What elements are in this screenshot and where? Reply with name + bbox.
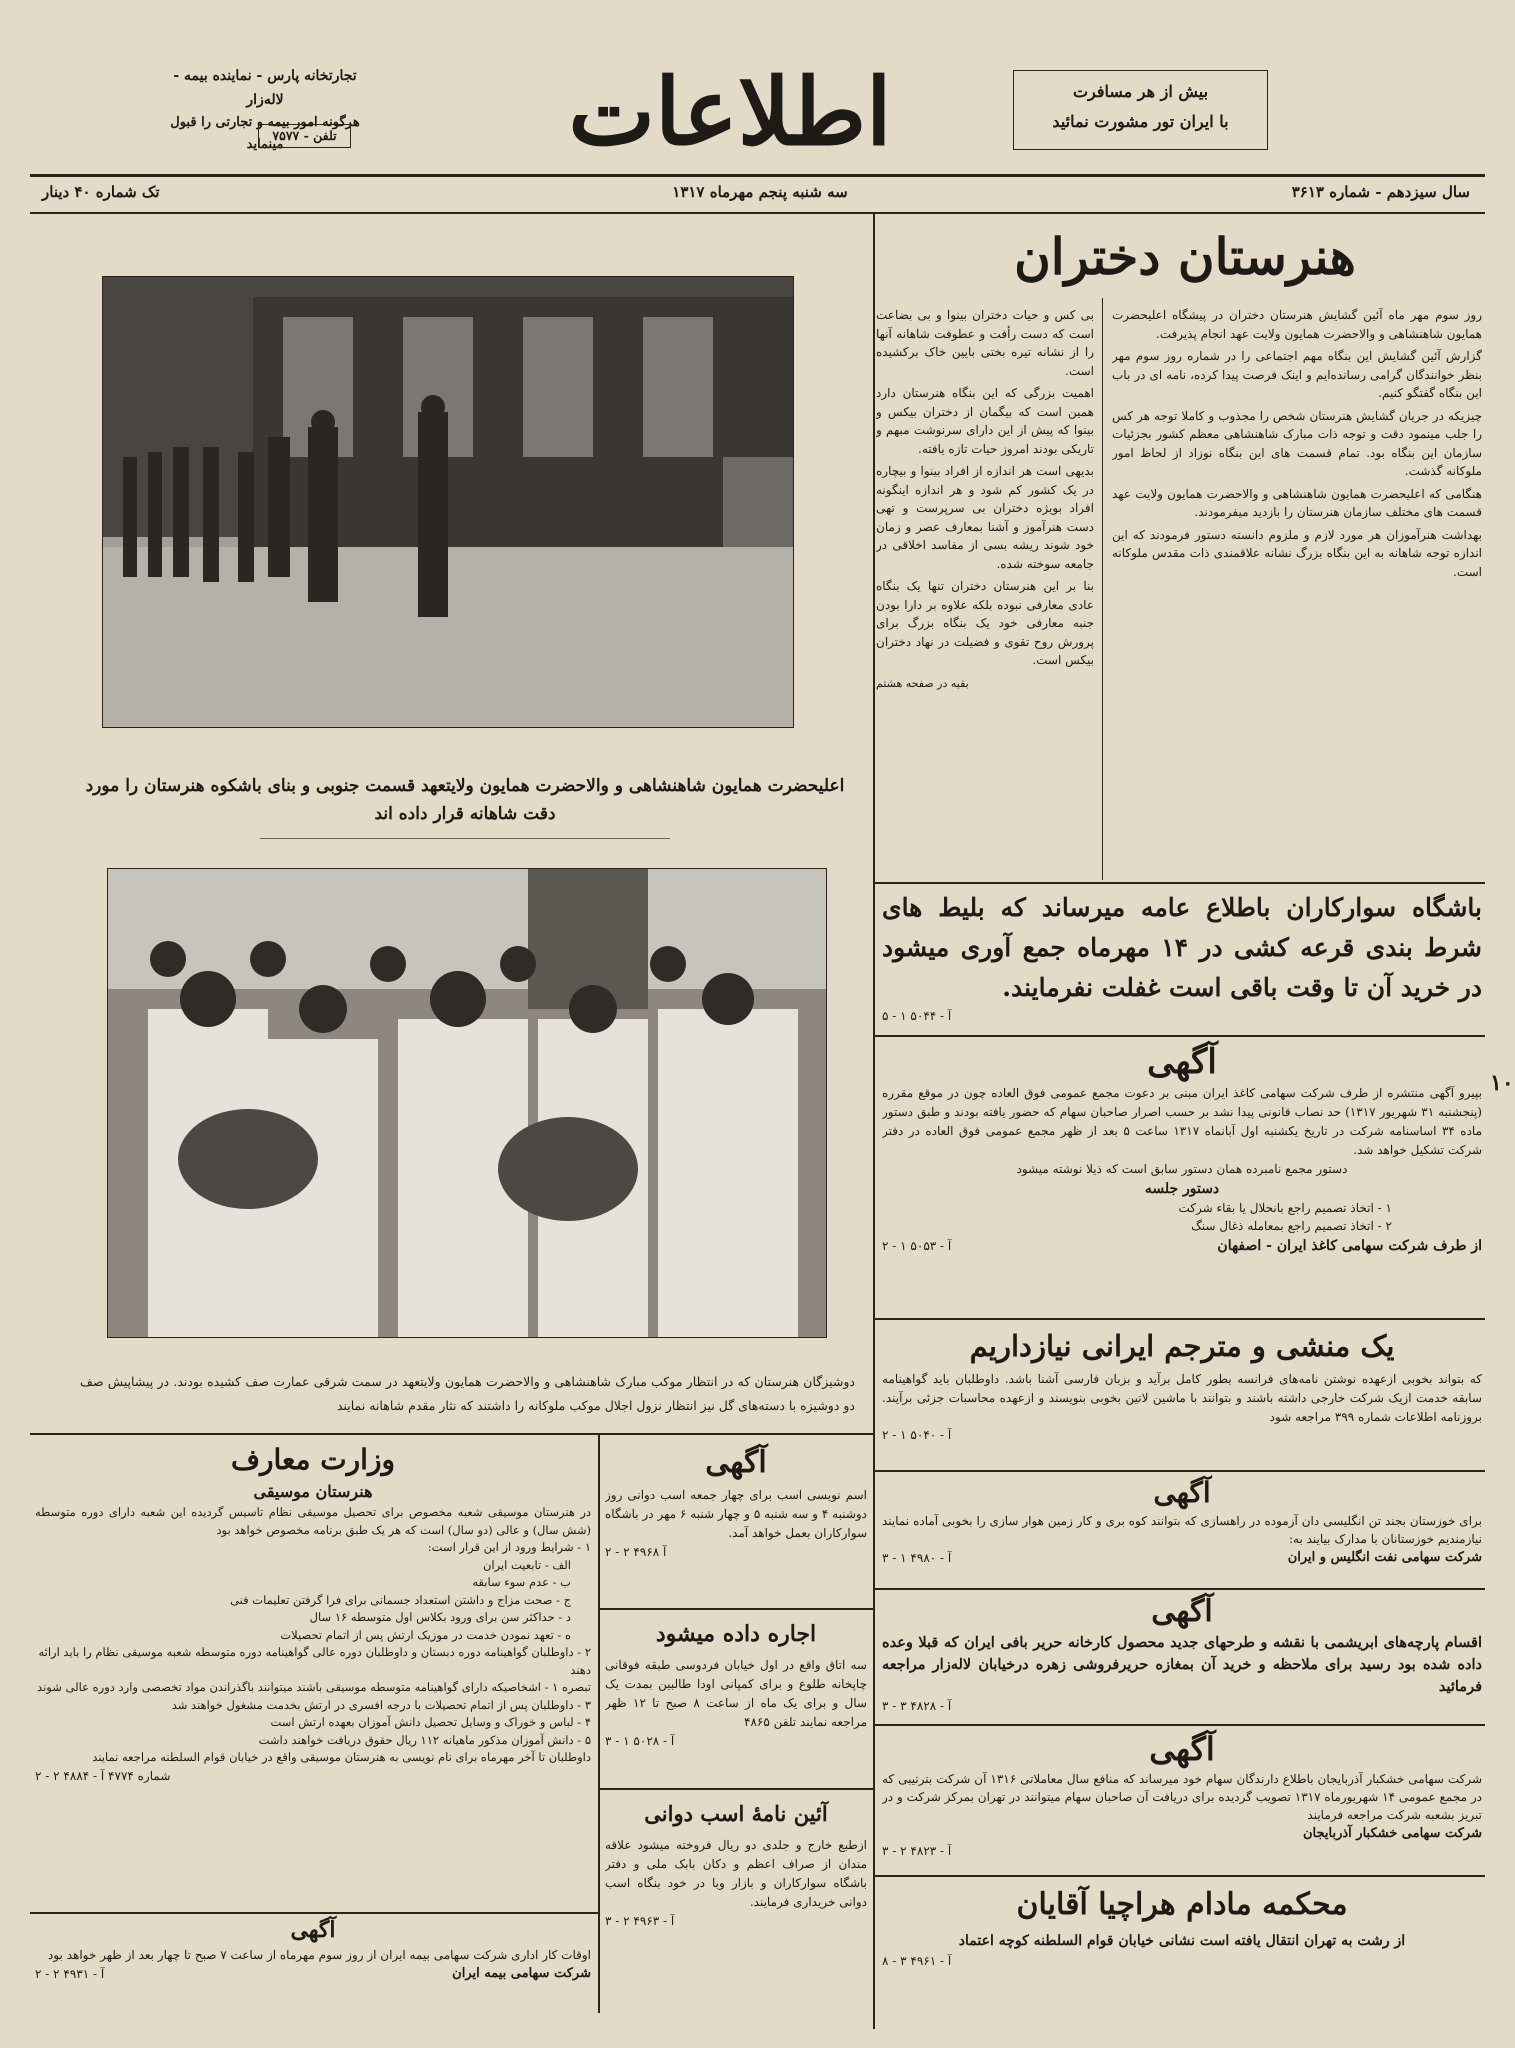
ad-paper-signature: از طرف شرکت سهامی کاغذ ایران - اصفهان: [1217, 1238, 1482, 1254]
right-ad-line2: با ایران تور مشورت نمائید: [1052, 112, 1229, 131]
ad-horse-club-text: باشگاه سوارکاران باطلاع عامه میرساند که بلیط های شرط بندی قرعه کشی در ۱۴ مهرماه جمع آوری میشود در خرید آن تا وقت باقی است غفلت نفرمایند.: [882, 893, 1482, 1002]
ad-oil-body: برای خوزستان بجند تن انگلیسی دان آزموده در راهسازی که بتوانند کوه بری و کار زمین هوار سازی را بخوبی آماده نمایند نیازمندیم خوزستانان با مدارک بیایند به:: [882, 1514, 1482, 1546]
ad-silk-heading: آگهی: [1151, 1594, 1213, 1629]
left-ad-line1: تجارتخانه پارس - نماینده بیمه - لاله‌زار: [173, 68, 357, 108]
left-ad-box: [145, 60, 385, 160]
ad-silk-ref: آ - ۴۸۲۸ ۳ - ۳: [882, 1699, 952, 1713]
oil-ad-top-rule: [875, 1470, 1485, 1472]
ad-horse-rules-heading: آئین نامهٔ اسب دوانی: [644, 1801, 828, 1826]
horse-club-top-rule: [875, 882, 1485, 884]
ad-silk-body: اقسام پارچه‌های ابریشمی با نقشه و طرحهای جدید محصول کارخانه حریر بافی ایران که قبلا وعده داده شده بود رسید برای ملاحظه و خرید آن بمغازه حریرفروشی زهره درخیابان لاله‌زار مراجعه فرمائید: [882, 1634, 1482, 1695]
photo-girls-lineup: [107, 868, 827, 1338]
ministry-notice: [35, 1440, 591, 1908]
silk-ad-top-rule: [875, 1588, 1485, 1590]
ad-haraji-body: از رشت به تهران انتقال یافته است نشانی خیابان قوام السلطنه کوچه اعتماد: [958, 1933, 1406, 1949]
ad-paper-item-1: ۱ - اتخاذ تصمیم راجع بانحلال یا بقاء شرکت: [1178, 1201, 1392, 1215]
ministry-item-9: ۳ - داوطلبان پس از اتمام تحصیلات با درجه افسری در ارتش بخدمت مشغول خواهند شد: [171, 1697, 591, 1712]
ministry-subhead: هنرستان موسیقی: [253, 1482, 373, 1501]
ministry-item-8: تبصره ۱ - اشخاصیکه دارای گواهینامه متوسطه موسیقی باشند میتوانند باگذراندن مواد تخصصی وارد دوره عالی شوند: [37, 1680, 591, 1694]
ministry-item-4: ج - صحت مزاج و داشتن استعداد جسمانی برای فرا گرفتن تعلیمات فنی: [230, 1592, 571, 1607]
ad-paper-agenda-title: دستور جلسه: [1144, 1181, 1220, 1197]
ad-oil-signature: شرکت سهامی نفت انگلیس و ایران: [1287, 1550, 1482, 1565]
article-right-p1: روز سوم مهر ماه آئین گشایش هنرستان دختران در پیشگاه اعلیحضرت همایون شاهنشاهی و والاحضرت همایون ولایت عهد انجام پذیرفت.: [1112, 308, 1482, 341]
article-left-p3: بدیهی است هر اندازه از افراد بینوا و بیچاره در یک کشور کم شود و هر اندازه اینگونه افراد بویژه دختران بی سرپرست و تهی دست هنرآموز و آشنا بمعارف عصر و زمان خود شوند ریشه بسی از مفاسد اخلاقی در جامعه سوخته شده.: [876, 464, 1094, 571]
ad-horse-sale-body: اسم نویسی اسب برای چهار جمعه اسب دوانی روز دوشنبه ۴ و سه شنبه ۵ و چهار شنبه ۶ مهر در باشگاه سوارکاران بعمل خواهد آمد.: [605, 1488, 867, 1540]
rent-ad-top-rule: [600, 1608, 873, 1610]
ad-oil-heading: آگهی: [1153, 1476, 1211, 1509]
ad-paper-agenda-intro: دستور مجمع نامبرده همان دستور سابق است که ذیلا نوشته میشود: [1016, 1162, 1348, 1176]
ad-horse-rules-body: ازطبع خارج و جلدی دو ریال فروخته میشود علاقه مندان از صراف اعظم و دکان بابک ملی و دفتر باشگاه سوارکاران و بازار وبا در خود بنگاه اسب دوانی خریداری فرمایند.: [605, 1838, 867, 1909]
column-rule-main: [873, 214, 875, 2029]
ad-azerbaijan-body: شرکت سهامی خشکبار آذربایجان باطلاع دارندگان سهام خود میرساند که منافع سال معاملاتی ۱۳۱۶ آن شرکت بترتیبی که در مجمع عمومی ۱۴ شهریورماه ۱۳۱۷ تصویب گردیده برای دریافت آن صاحبان سهام میتوانند در تهران بمرکز شرکت و در تبریز بشعبه شرکت مراجعه فرمایند: [882, 1772, 1482, 1822]
azerbaijan-ad-top-rule: [875, 1724, 1485, 1726]
ad-secretary-body: که بتواند بخوبی ازعهده نوشتن نامه‌های فرانسه بطور کامل برآید و بزبان فارسی آشنا باشد. داوطلبان باید گواهینامه سابقه خدمت ازیک شرکت خارجی داشته باشند و بتوانند با ماشین لاتین بخوبی بنویسند و ازعهده محاسبات جزئی برآیند. بروزنامه اطلاعات شماره ۳۹۹ مراجعه شود: [882, 1372, 1482, 1424]
ministry-item-6: ه - تعهد نمودن خدمت در موزیک ارتش پس از اتمام تحصیلات: [280, 1627, 571, 1642]
photo-shah-inspection-image: [103, 277, 793, 727]
ministry-item-10: ۴ - لباس و خوراک و وسایل تحصیل دانش آموزان بعهده ارتش است: [270, 1715, 591, 1729]
ad-horse-club-ref: آ - ۵۰۴۴ ۱ - ۵: [882, 1009, 952, 1023]
ministry-item-1: ۱ - شرایط ورود از این قرار است:: [427, 1540, 591, 1554]
article-right-p3: چیزیکه در جریان گشایش هنرستان شخص را مجذوب و کاملا توجه هر کس را جلب مینمود دقت و توجه ذات مبارک شاهنشاهی معظم کشور بجزئیات سازمان این بنگاه بود. تمام قسمت های این بنگاه نوزاد از لحاظ امور ملوکانه گذشت.: [1112, 408, 1482, 478]
ministry-item-12: داوطلبان تا آخر مهرماه برای نام نویسی به هنرستان موسیقی واقع در خیابان قوام السلطنه مراجعه نمایند: [92, 1750, 591, 1764]
honarestan-col-rule: [1102, 298, 1103, 880]
ministry-headline: وزارت معارف: [230, 1443, 396, 1476]
right-ad-box: [1013, 70, 1268, 150]
ministry-item-5: د - حداکثر سن برای ورود بکلاس اول متوسطه ۱۶ سال: [309, 1610, 571, 1624]
photo2-caption: دوشیزگان هنرستان که در انتظار موکب مبارک شاهنشاهی و والاحضرت همایون ولایتعهد در سمت شرقی عمارت صف کشیده بودند. در پیشاپیش صف دو دوشیزه با دسته‌های گل نیز انتظار نزول اجلال موکب ملوکانه را داشتند که نثار مقدم شاهانه نمایند: [80, 1374, 855, 1413]
ad-insurance-ref: آ - ۴۹۳۱ ۲ - ۲: [35, 1967, 105, 1981]
ministry-item-7: ۲ - داوطلبان گواهینامه دوره دبستان و داوطلبان دوره عالی گواهینامه دوره متوسطه شعبه موسیقی نظام را باید ارائه دهند: [38, 1645, 591, 1677]
margin-mark: ۱۰: [1490, 1070, 1514, 1096]
ad-insurance-body: اوقات کار اداری شرکت سهامی بیمه ایران از روز سوم مهرماه از ساعت ۷ صبح تا چهار بعد از ظهر خواهد بود: [48, 1948, 591, 1962]
issue-price: تک شماره ۴۰ دینار: [42, 183, 160, 201]
horse-rules-top-rule: [600, 1788, 873, 1790]
ad-azerbaijan-signature: شرکت سهامی خشکبار آذربایجان: [1303, 1826, 1482, 1841]
article-left-p1: بی کس و حیات دختران بینوا و بی بضاعت است که دست رأفت و عطوفت شاهانه آنها را از نشانه تیره بختی بایین خاک برکشیده است.: [876, 308, 1094, 378]
ad-horse-sale-ref: آ ۴۹۶۸ ۲ - ۲: [605, 1545, 667, 1559]
ad-azerbaijan-heading: آگهی: [1149, 1730, 1215, 1768]
ad-paper-ref: آ - ۵۰۵۳ ۱ - ۲: [882, 1239, 952, 1253]
ad-paper-item-2: ۲ - اتخاذ تصمیم راجع بمعامله ذغال سنگ: [1191, 1219, 1392, 1233]
article-right-p4: هنگامی که اعلیحضرت همایون شاهنشاهی و والاحضرت همایون ولایت عهد قسمت های مختلف سازمان هنرستان را بازدید میفرمودند.: [1112, 486, 1482, 519]
left-ad-phone: تلفن - ۷۵۷۷: [258, 124, 351, 148]
article-right-p2: گزارش آئین گشایش این بنگاه مهم اجتماعی را در شماره روز سوم مهر بنظر خوانندگان گرامی رسانده‌ایم و اینک فرصت پیدا کرده، نامه ای در باب این بنگاه گفتگو کنیم.: [1112, 349, 1482, 400]
article-left-p2: اهمیت بزرگی که این بنگاه هنرستان دارد همین است که بیگمان از دختران بیکس و بینوا که پیش از این دارای سرنوشت مبهم و تاریکی بودند امروز حیات تازه یافته.: [876, 386, 1094, 456]
photo-girls-lineup-image: [108, 869, 826, 1337]
secretary-ad-top-rule: [875, 1318, 1485, 1320]
ad-rent: [605, 1612, 867, 1782]
ad-paper-company: [882, 1040, 1482, 1315]
masthead-title: اطلاعات: [568, 58, 892, 166]
ad-haraji-ref: آ - ۴۹۶۱ ۳ - ۸: [882, 1954, 952, 1968]
ad-rent-heading: اجاره داده میشود: [655, 1621, 817, 1647]
ad-horse-rules-ref: آ - ۴۹۶۳ ۲ - ۳: [605, 1914, 675, 1928]
masthead-rule-top: [30, 174, 1485, 177]
ad-oil: [882, 1474, 1482, 1586]
ad-rent-ref: آ - ۵۰۲۸ ۱ - ۳: [605, 1734, 675, 1748]
photo-shah-inspection: [102, 276, 794, 728]
ad-horse-rules: [605, 1792, 867, 2012]
article-col-right: [1112, 306, 1482, 881]
column-rule-lower: [598, 1433, 600, 2013]
photo-section-rule: [30, 1433, 873, 1435]
ad-rent-body: سه اتاق واقع در اول خیابان فردوسی طبقه فوقانی چاپخانه طلوع و برای کمپانی اودا طالبین بمدت یک سال و برای یک ماه از ساعت ۸ صبح تا ۱۲ ظهر مراجعه نمایند تلفن ۴۸۶۵: [605, 1658, 867, 1729]
ad-haraji: [882, 1880, 1482, 2020]
ad-paper-body: بپیرو آگهی منتشره از طرف شرکت سهامی کاغذ ایران مبنی بر دعوت مجمع عمومی فوق العاده چون در موقع مقرره (پنجشنبه ۳۱ شهریور ۱۳۱۷) حد نصاب قانونی پیدا نشد بر حسب اصرار صاحبان سهام که حضور یافته بودند و طبق دستور ماده ۳۴ اساسنامه شرکت در تاریخ یکشنبه اول آبانماه ۱۳۱۷ ساعت ۵ بعد از ظهر مجمع عمومی فوق العاده در دفتر شرکت تشکیل خواهد شد.: [882, 1086, 1482, 1157]
ad-silk: [882, 1592, 1482, 1722]
ad-horse-sale: [605, 1440, 867, 1600]
ad-horse-sale-heading: آگهی: [705, 1445, 767, 1480]
ministry-ref: شماره ۴۷۷۴ آ - ۴۸۸۴ ۲ - ۲: [35, 1768, 171, 1783]
ad-oil-ref: آ - ۴۹۸۰ ۱ - ۳: [882, 1551, 952, 1565]
ad-insurance-heading: آگهی: [290, 1917, 336, 1943]
ministry-intro: در هنرستان موسیقی شعبه مخصوص برای تحصیل موسیقی نظام تاسیس گردیده این شعبه دارای دوره متوسطه (شش سال) و عالی (دو سال) است که هر یک طبق برنامه مخصوص خواهد بود: [35, 1505, 591, 1537]
issue-date: سه شنبه پنجم مهرماه ۱۳۱۷: [672, 183, 848, 201]
ministry-item-3: ب - عدم سوء سابقه: [472, 1575, 571, 1589]
ministry-item-11: ۵ - دانش آموزان مذکور ماهیانه ۱۱۲ ریال حقوق دریافت خواهند داشت: [258, 1732, 591, 1747]
ad-secretary: [882, 1322, 1482, 1467]
paper-ad-top-rule: [875, 1035, 1485, 1037]
article-right-p5: بهداشت هنرآموزان هر مورد لازم و ملزوم دانسته دستور فرمودند که این اندازه توجه شاهانه به این بنگاه بزرگ نشانه علاقمندی ذات مقدس ملوکانه است.: [1112, 527, 1482, 579]
caption-divider: [260, 838, 670, 839]
ad-paper-heading: آگهی: [1147, 1042, 1217, 1082]
ministry-item-2: الف - تابعیت ایران: [482, 1557, 571, 1572]
ad-haraji-headline: محکمه مادام هراچیا آقایان: [1016, 1887, 1348, 1922]
article-headline: هنرستان دختران: [1014, 227, 1356, 286]
article-col-left: [876, 306, 1094, 881]
ad-insurance: [35, 1914, 591, 2019]
ad-azerbaijan: [882, 1728, 1482, 1868]
photo1-caption: اعلیحضرت همایون شاهنشاهی و والاحضرت همایون ولایتعهد قسمت جنوبی و بنای باشکوه هنرستان را مورد دقت شاهانه قرار داده اند: [85, 776, 845, 824]
article-continued: بقیه در صفحه هشتم: [876, 676, 969, 690]
ad-secretary-headline: یک منشی و مترجم ایرانی نیازداریم: [969, 1329, 1395, 1363]
ad-secretary-ref: آ - ۵۰۴۰ ۱ - ۲: [882, 1428, 952, 1442]
issue-number: سال سیزدهم - شماره ۳۶۱۳: [1291, 183, 1470, 201]
ad-insurance-signature: شرکت سهامی بیمه ایران: [452, 1966, 591, 1981]
haraji-ad-top-rule: [875, 1875, 1485, 1877]
masthead-rule-bottom: [30, 212, 1485, 214]
left-ad-line2: هرگونه امور بیمه و تجارتی را قبول مینماید: [170, 115, 360, 152]
ad-azerbaijan-ref: آ - ۴۸۲۳ ۲ - ۳: [882, 1844, 952, 1858]
article-left-p4: بنا بر این هنرستان دختران تنها یک بنگاه عادی معارفی نبوده بلکه علاوه بر دارا بودن جنبه معارفی خود یک بنگاه بزرگ برای پرورش روح تقوی و فضیلت در نهاد دختران بیکس است.: [876, 579, 1094, 667]
right-ad-line1: بیش از هر مسافرت: [1072, 82, 1209, 101]
ad-horse-club: [882, 888, 1482, 1028]
